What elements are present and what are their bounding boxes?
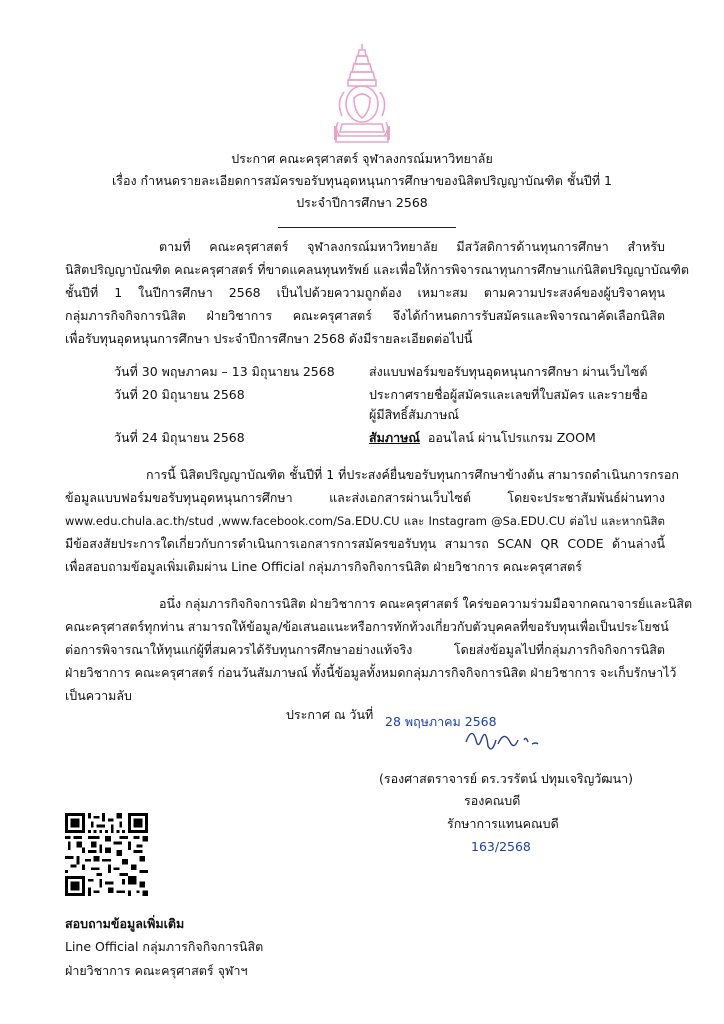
para3-line-1: อนึ่ง กลุ่มภารกิจกิจการนิสิต ฝ่ายวิชาการ คณะครุศาสตร์ ใคร่ขอความร่วมมือจากคณาจารย์และนิสิต bbox=[159, 596, 693, 611]
para2-line-2: ข้อมูลแบบฟอร์มขอรับทุนอุดหนุนการศึกษา และส่งเอกสารผ่านเว็บไซต์ โดยจะประชาสัมพันธ์ผ่านทาง bbox=[65, 490, 665, 505]
contact-line-1: Line Official กลุ่มภารกิจกิจการนิสิต bbox=[65, 939, 264, 954]
para3-line-3: ต่อการพิจารณาให้ทุนแก่ผู้ที่สมควรได้รับทุนการศึกษาอย่างแท้จริง โดยส่งข้อมูลไปที่กลุ่มภารกิจกิจการนิสิต bbox=[65, 642, 665, 657]
para3-line-2: คณะครุศาสตร์ทุกท่าน สามารถให้ข้อมูล/ข้อเสนอแนะหรือการทักท้วงเกี่ยวกับตัวบุคคลที่ขอรับทุนเพื่อเป็นประโยชน์ bbox=[65, 619, 669, 634]
para2-line-4: มีข้อสงสัยประการใดเกี่ยวกับการดำเนินการเอกสารการสมัครขอรับทุน สามารถ SCAN QR CODE ด้านล่างนี้ bbox=[65, 536, 665, 551]
para2-line-3: www.edu.chula.ac.th/stud ,www.facebook.com/Sa.EDU.CU และ Instagram @Sa.EDU.CU ต่อไป และหากนิสิต bbox=[65, 514, 665, 528]
interview-detail: ออนไลน์ ผ่านโปรแกรม ZOOM bbox=[419, 430, 596, 445]
header-divider bbox=[278, 227, 456, 228]
interview-label: สัมภาษณ์ bbox=[369, 430, 420, 445]
schedule-date-3: วันที่ 24 มิถุนายน 2568 bbox=[114, 430, 245, 445]
announcement-title: ประกาศ คณะครุศาสตร์ จุฬาลงกรณ์มหาวิทยาลัย bbox=[231, 151, 493, 166]
signature-scribble bbox=[462, 720, 548, 758]
schedule-detail-2: ประกาศรายชื่อผู้สมัครและเลขที่ใบสมัคร และรายชื่อ bbox=[369, 387, 648, 402]
document-number: 163/2568 bbox=[471, 839, 531, 854]
signer-acting-title: รักษาการแทนคณบดี bbox=[447, 816, 559, 831]
intro-line-3: ชั้นปีที่ 1 ในปีการศึกษา 2568 เป็นไปด้วยความถูกต้อง เหมาะสม ตามความประสงค์ของผู้บริจาคทุน bbox=[65, 285, 665, 300]
announce-label: ประกาศ ณ วันที่ bbox=[286, 707, 374, 722]
para2-line-1: การนี้ นิสิตปริญญาบัณฑิต ชั้นปีที่ 1 ที่ประสงค์ยื่นขอรับทุนการศึกษาข้างต้น สามารถดำเนินการกรอก bbox=[146, 467, 679, 482]
schedule-detail-3 bbox=[369, 429, 596, 447]
qr-code[interactable] bbox=[65, 813, 148, 896]
schedule-detail-1: ส่งแบบฟอร์มขอรับทุนอุดหนุนการศึกษา ผ่านเว็บไซต์ bbox=[369, 364, 648, 379]
contact-heading: สอบถามข้อมูลเพิ่มเติม bbox=[65, 916, 185, 931]
academic-year-line: ประจำปีการศึกษา 2568 bbox=[296, 195, 428, 210]
university-emblem-logo bbox=[332, 42, 392, 144]
intro-line-5: เพื่อรับทุนอุดหนุนการศึกษา ประจำปีการศึกษา 2568 ดังมีรายละเอียดต่อไปนี้ bbox=[65, 331, 473, 346]
intro-line-4: กลุ่มภารกิจกิจการนิสิต ฝ่ายวิชาการ คณะครุศาสตร์ จึงได้กำหนดการรับสมัครและพิจารณาคัดเลือกนิสิต bbox=[65, 308, 665, 323]
schedule-detail-2b: ผู้มีสิทธิ์สัมภาษณ์ bbox=[369, 407, 460, 422]
schedule-date-1: วันที่ 30 พฤษภาคม – 13 มิถุนายน 2568 bbox=[114, 364, 335, 379]
intro-line-1: ตามที่ คณะครุศาสตร์ จุฬาลงกรณ์มหาวิทยาลัย มีสวัสดิการด้านทุนการศึกษา สำหรับ bbox=[159, 239, 665, 254]
contact-line-2: ฝ่ายวิชาการ คณะครุศาสตร์ จุฬาฯ bbox=[65, 963, 248, 978]
signer-title: รองคณบดี bbox=[464, 793, 521, 808]
signer-name: (รองศาสตราจารย์ ดร.วรรัตน์ ปทุมเจริญวัฒนา) bbox=[379, 771, 634, 786]
intro-line-2: นิสิตปริญญาบัณฑิต คณะครุศาสตร์ ที่ขาดแคลนทุนทรัพย์ และเพื่อให้การพิจารณาทุนการศึกษาแก่นิสิตปริญญาบัณฑิต bbox=[65, 262, 689, 277]
subject-line: เรื่อง กำหนดรายละเอียดการสมัครขอรับทุนอุดหนุนการศึกษาของนิสิตปริญญาบัณฑิต ชั้นปีที่ 1 bbox=[111, 173, 612, 188]
para3-line-5: เป็นความลับ bbox=[65, 688, 132, 703]
schedule-date-2: วันที่ 20 มิถุนายน 2568 bbox=[114, 387, 245, 402]
announce-date-stamp: 28 พฤษภาคม 2568 bbox=[385, 714, 497, 729]
para2-line-5: เพื่อสอบถามข้อมูลเพิ่มเติมผ่าน Line Official กลุ่มภารกิจกิจการนิสิต ฝ่ายวิชาการ คณะครุศาสตร์ bbox=[65, 559, 582, 574]
para3-line-4: ฝ่ายวิชาการ คณะครุศาสตร์ ก่อนวันสัมภาษณ์ ทั้งนี้ข้อมูลทั้งหมดกลุ่มภารกิจกิจการนิสิต ฝ่ายวิชาการ จะเก็บรักษาไว้ bbox=[65, 665, 677, 680]
